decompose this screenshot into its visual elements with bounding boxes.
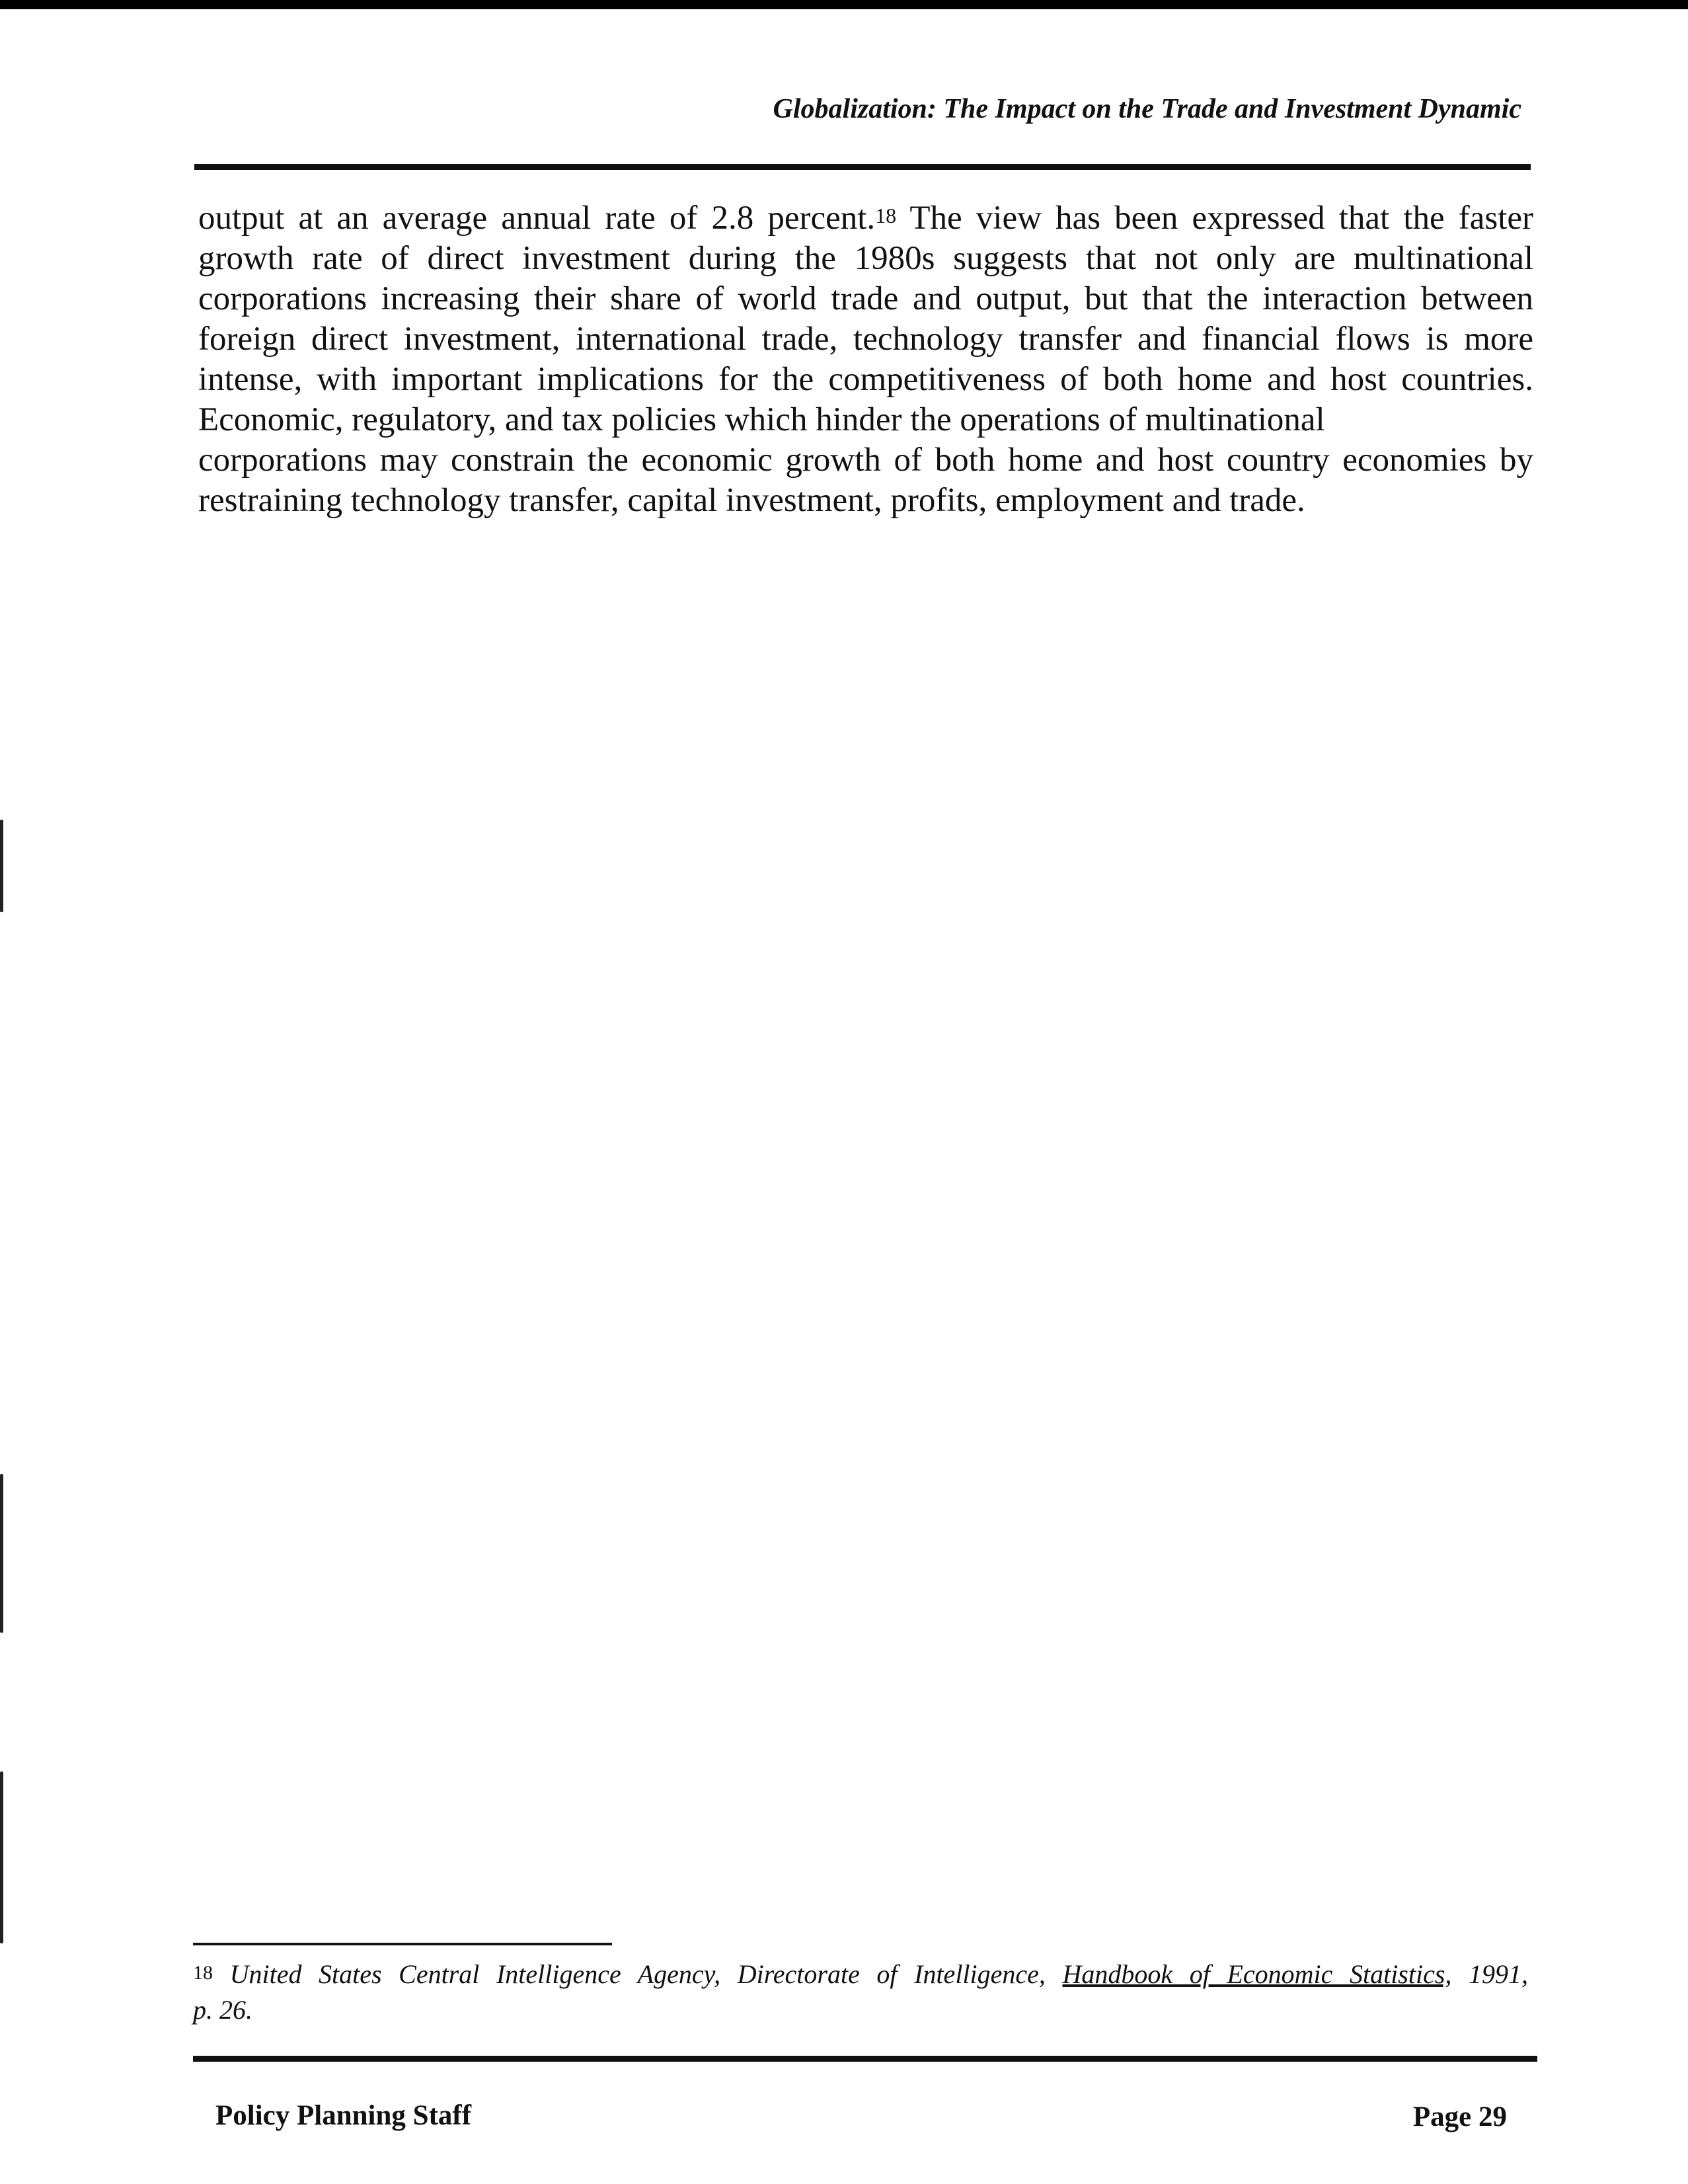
body-line: corporations may constrain the economic growth of both home and host country economies by bbox=[198, 442, 1533, 479]
running-header: Globalization: The Impact on the Trade and Investment Dynamic bbox=[773, 94, 1521, 124]
page-number: Page 29 bbox=[1412, 2101, 1507, 2132]
footer-rule bbox=[193, 2056, 1537, 2062]
footnote-marker: 18 bbox=[875, 204, 897, 227]
body-line: growth rate of direct investment during the 1980s suggests that not only are multinational bbox=[198, 240, 1533, 277]
scan-edge-mark bbox=[0, 820, 3, 912]
footnote-separator bbox=[193, 1943, 612, 1945]
footnote-source: United States Central Intelligence Agency, Directorate of Intelligence, bbox=[213, 1959, 1063, 1989]
footnote-line bbox=[193, 1957, 1528, 1992]
scan-edge-mark bbox=[0, 1772, 3, 1943]
footnote bbox=[193, 1957, 1528, 2028]
scan-edge-mark bbox=[0, 1474, 3, 1633]
header-rule bbox=[194, 164, 1531, 170]
footnote-number: 18 bbox=[193, 1962, 213, 1984]
body-line: intense, with important implications for the competitiveness of both home and host countries. bbox=[198, 361, 1533, 398]
footnote-publication-title: Handbook of Economic Statistics, bbox=[1062, 1959, 1452, 1989]
body-line: Economic, regulatory, and tax policies which hinder the operations of multinational bbox=[198, 401, 1325, 438]
body-paragraph bbox=[198, 198, 1533, 521]
footer-organization: Policy Planning Staff bbox=[215, 2100, 472, 2131]
body-line bbox=[198, 198, 1533, 239]
body-line: corporations increasing their share of world trade and output, but that the interaction between bbox=[198, 280, 1533, 317]
body-line-text: output at an average annual rate of 2.8 percent. bbox=[198, 200, 876, 237]
scan-top-edge bbox=[0, 0, 1688, 9]
body-line-text: The view has been expressed that the faster bbox=[896, 200, 1533, 237]
footnote-year: 1991, bbox=[1451, 1959, 1529, 1989]
body-line: restraining technology transfer, capital investment, profits, employment and trade. bbox=[198, 482, 1305, 519]
body-line: foreign direct investment, international trade, technology transfer and financial flows is more bbox=[198, 321, 1533, 358]
footnote-page: p. 26. bbox=[193, 1995, 252, 2025]
